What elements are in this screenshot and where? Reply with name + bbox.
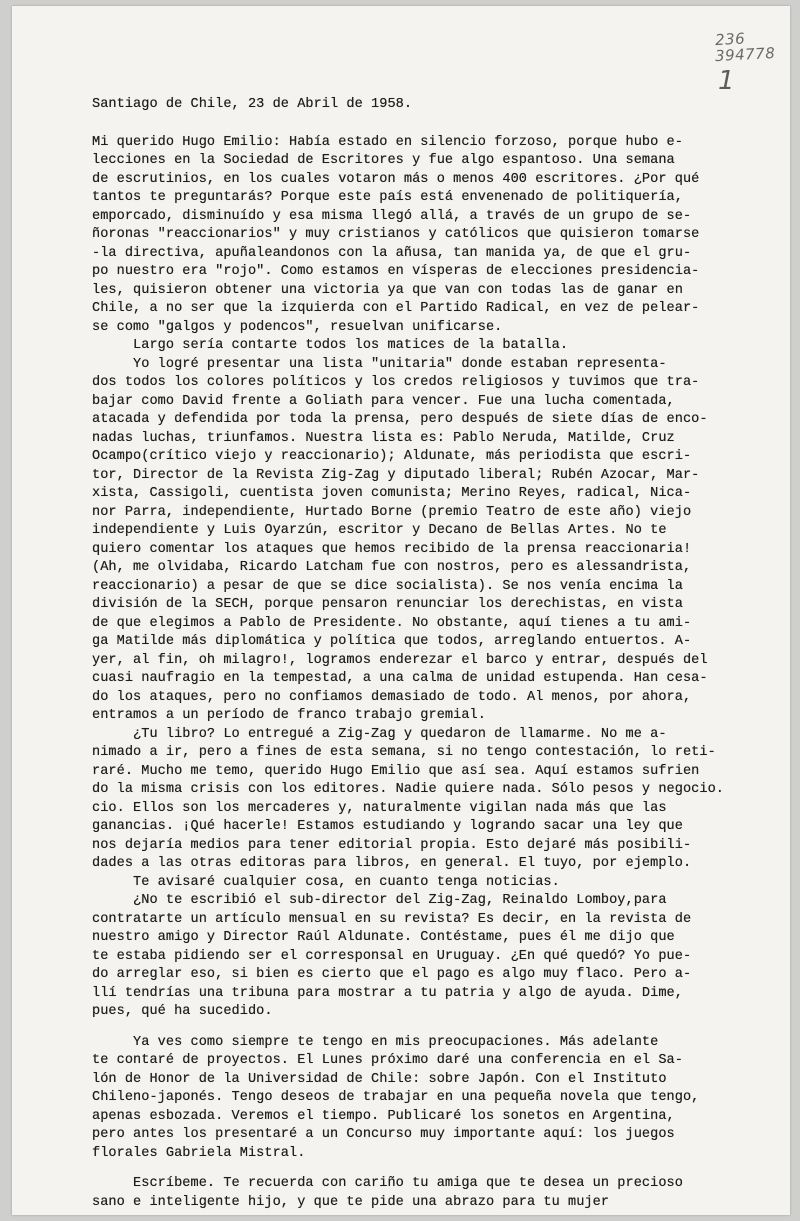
archive-code-line: 394778 — [714, 43, 776, 66]
letter-line: -la directiva, apuñaleandonos con la añusa, tan manida ya, de que el gru- — [92, 245, 692, 261]
letter-line: tor, Director de la Revista Zig-Zag y diputado liberal; Rubén Azocar, Mar- — [92, 467, 700, 483]
letter-line: Chileno-japonés. Tengo deseos de trabajar en una pequeña novela que tengo, — [92, 1090, 700, 1105]
letter-line: nos dejaría medios para tener editorial propia. Esto dejaré más posibili- — [92, 837, 692, 853]
letter-line: Escríbeme. Te recuerda con cariño tu amiga que te desea un precioso — [92, 1176, 683, 1191]
letter-line: entramos a un período de franco trabajo gremial. — [92, 708, 486, 723]
letter-line: sano e inteligente hijo, y que te pide una abrazo para tu mujer — [92, 1194, 610, 1210]
letter-text — [92, 134, 792, 1213]
letter-line: florales Gabriela Mistral. — [92, 1145, 306, 1161]
letter-line: les, quisieron obtener una victoria ya que van con todas las de ganar en — [92, 282, 683, 298]
letter-line: te estaba pidiendo ser el corresponsal en Uruguay. ¿En qué quedó? Yo pue- — [92, 948, 692, 964]
letter-line: cuasi naufragio en la tempestad, a una calma de unidad estupenda. Han cesa- — [92, 671, 708, 686]
letter-line: po nuestro era "rojo". Como estamos en vísperas de elecciones presidencia- — [92, 264, 700, 279]
letter-line: ¿No te escribió el sub-director del Zig-Zag, Reinaldo Lomboy,para — [92, 893, 667, 908]
letter-line: de escrutinios, en los cuales votaron más o menos 400 escritores. ¿Por qué — [92, 171, 700, 187]
letter-line: raré. Mucho me temo, querido Hugo Emilio que así sea. Aquí estamos sufrien — [92, 763, 700, 779]
letter-line: Mi querido Hugo Emilio: Había estado en silencio forzoso, porque hubo e- — [92, 134, 683, 150]
letter-line: de que elegimos a Pablo de Presidente. No obstante, aquí tienes a tu ami- — [92, 615, 692, 631]
letter-line: xista, Cassigoli, cuentista joven comunista; Merino Reyes, radical, Nica- — [92, 486, 692, 501]
letter-line: Ocampo(crítico viejo y reaccionario); Aldunate, más periodista que escri- — [92, 449, 692, 464]
letter-line: quiero comentar los ataques que hemos recibido de la prensa reaccionaria! — [92, 541, 692, 557]
letter-line: atacada y defendida por toda la prensa, pero después de siete días de enco- — [92, 412, 708, 427]
letter-line: Yo logré presentar una lista "unitaria" donde estaban representa- — [92, 356, 667, 372]
letter-line: Chile, a no ser que la izquierda con el Partido Radical, en vez de pelear- — [92, 301, 700, 316]
archive-code-line: 236 — [714, 29, 746, 50]
letter-line: ¿Tu libro? Lo entregué a Zig-Zag y quedaron de llamarme. No me a- — [92, 726, 667, 742]
letter-line: dades a las otras editoras para libros, en general. El tuyo, por ejemplo. — [92, 856, 692, 871]
letter-body — [92, 96, 792, 1212]
letter-line: (Ah, me olvidaba, Ricardo Latcham fue con nostros, pero es alessandrista, — [92, 560, 692, 575]
letter-line: do la misma crisis con los editores. Nadie quiere nada. Sólo pesos y negocio. — [92, 782, 724, 797]
letter-line: Te avisaré cualquier cosa, en cuanto tenga noticias. — [92, 874, 560, 890]
letter-line: nadas luchas, triunfamos. Nuestra lista es: Pablo Neruda, Matilde, Cruz — [92, 430, 675, 446]
letter-line: Ya ves como siempre te tengo en mis preocupaciones. Más adelante — [92, 1034, 659, 1050]
letter-line: reaccionario) a pesar de que se dice socialista). Se nos venía encima la — [92, 578, 683, 594]
page-number: 1 — [718, 66, 735, 96]
letter-line: nimado a ir, pero a fines de esta semana, si no tengo contestación, lo reti- — [92, 745, 716, 760]
letter-line: do los ataques, pero no confiamos demasiado de todo. Al menos, por ahora, — [92, 689, 692, 705]
letter-line: dos todos los colores políticos y los credos religiosos y tuvimos que tra- — [92, 375, 700, 390]
letter-line: pues, qué ha sucedido. — [92, 1004, 273, 1019]
letter-line: lón de Honor de la Universidad de Chile: sobre Japón. Con el Instituto — [92, 1071, 667, 1087]
paragraph-gap — [92, 1022, 792, 1034]
archive-reference — [714, 29, 795, 66]
letter-line: apenas esbozada. Veremos el tiempo. Publicaré los sonetos en Argentina, — [92, 1108, 675, 1124]
letter-date: Santiago de Chile, 23 de Abril de 1958. — [92, 97, 413, 112]
paragraph-gap — [92, 1163, 792, 1175]
letter-line: tantos te preguntarás? Porque este país está envenenado de politiquería, — [92, 190, 683, 205]
letter-line: división de la SECH, porque pensaron renunciar los derechistas, en vista — [92, 597, 683, 612]
letter-line: yer, al fin, oh milagro!, logramos enderezar el barco y entrar, después del — [92, 652, 708, 668]
letter-line: te contaré de proyectos. El Lunes próximo daré una conferencia en el Sa- — [92, 1053, 683, 1068]
letter-line: independiente y Luis Oyarzún, escritor y Decano de Bellas Artes. No te — [92, 523, 667, 538]
letter-line: Largo sería contarte todos los matices de la batalla. — [92, 338, 569, 353]
letter-line: ñoronas "reaccionarios" y muy cristianos y católicos que quisieron tomarse — [92, 227, 700, 242]
letter-line: ga Matilde más diplomática y política que todos, arreglando entuertos. A- — [92, 634, 692, 649]
letter-line: se como "galgos y podencos", resuelvan unificarse. — [92, 319, 503, 335]
letter-line: lecciones en la Sociedad de Escritores y fue algo espantoso. Una semana — [92, 153, 675, 168]
letter-page — [12, 6, 790, 1215]
letter-line: contratarte un artículo mensual en su revista? Es decir, en la revista de — [92, 911, 692, 927]
letter-line: pero antes los presentaré a un Concurso muy importante aquí: los juegos — [92, 1127, 675, 1142]
letter-line: bajar como David frente a Goliath para vencer. Fue una lucha comentada, — [92, 393, 675, 409]
letter-line: nuestro amigo y Director Raúl Aldunate. Contéstame, pues él me dijo que — [92, 930, 675, 945]
letter-line: emporcado, disminuído y esa misma llegó allá, a través de un grupo de se- — [92, 208, 692, 224]
letter-line: ganancias. ¡Qué hacerle! Estamos estudiando y logrando sacar una ley que — [92, 819, 683, 834]
letter-line: nor Parra, independiente, Hurtado Borne (premio Teatro de este año) viejo — [92, 504, 692, 520]
letter-line: do arreglar eso, si bien es cierto que el pago es algo muy flaco. Pero a- — [92, 967, 692, 982]
letter-line: llí tendrías una tribuna para mostrar a tu patria y algo de ayuda. Dime, — [92, 985, 683, 1001]
letter-line: cio. Ellos son los mercaderes y, naturalmente vigilan nada más que las — [92, 800, 667, 816]
